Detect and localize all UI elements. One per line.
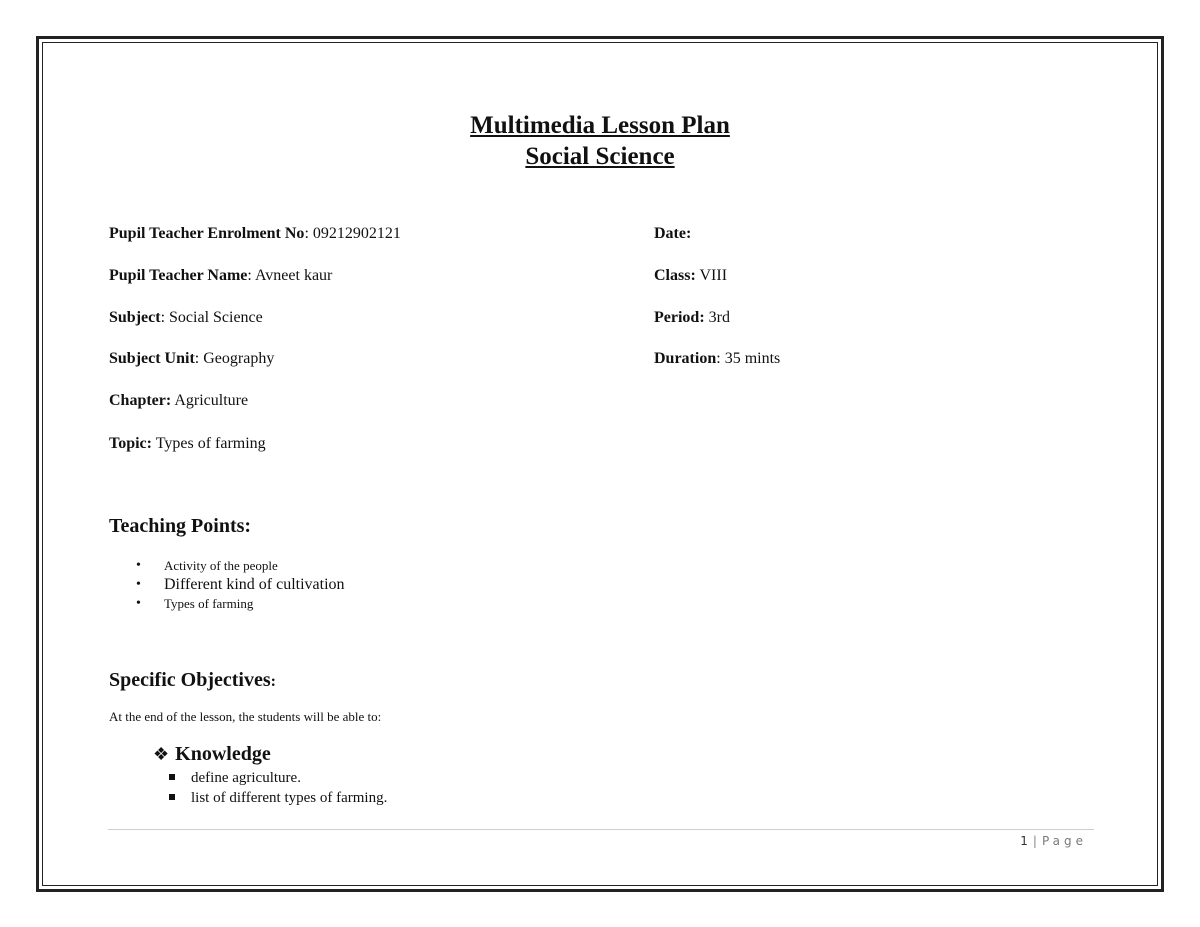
field-label: Class: [654, 267, 696, 284]
field-chapter [109, 391, 248, 411]
field-label: Pupil Teacher Enrolment No [109, 225, 305, 242]
field-label: Chapter: [109, 392, 172, 409]
field-value: Avneet kaur [254, 267, 333, 284]
field-enrolment-no [109, 224, 401, 244]
field-value: Geography [203, 350, 275, 367]
field-teacher-name [109, 266, 332, 286]
field-date [654, 224, 691, 244]
field-separator: : [304, 225, 313, 242]
heading-colon: : [270, 673, 276, 690]
list-item-text: Activity of the people [164, 558, 278, 573]
field-label: Subject Unit [109, 350, 195, 367]
knowledge-list [167, 768, 387, 808]
field-label: Date: [654, 225, 692, 242]
field-separator: : [247, 267, 255, 284]
field-label: Topic: [109, 435, 152, 452]
knowledge-heading [153, 742, 271, 766]
list-item-text: list of different types of farming. [191, 790, 388, 806]
field-value: 3rd [708, 309, 730, 326]
field-duration [654, 349, 780, 369]
square-bullet-icon [169, 794, 175, 800]
list-item [109, 594, 345, 613]
field-topic [109, 434, 266, 454]
teaching-points-list [109, 556, 345, 613]
list-item-text: Types of farming [164, 596, 254, 611]
field-label: Duration [654, 350, 717, 367]
objectives-intro: At the end of the lesson, the students will be able to: [109, 709, 382, 724]
list-item [167, 788, 387, 808]
field-class [654, 266, 727, 286]
page-word: Page [1041, 834, 1087, 848]
field-separator: : [194, 350, 204, 367]
list-item-text: Different kind of cultivation [164, 576, 345, 593]
field-subject-unit [109, 349, 274, 369]
field-value: Social Science [169, 309, 263, 326]
bullet-icon: • [136, 596, 141, 611]
page-number-separator: | [1032, 834, 1039, 848]
specific-objectives-heading [109, 668, 276, 694]
title-line-1: Multimedia Lesson Plan [470, 112, 730, 139]
list-item-text: define agriculture. [191, 770, 301, 786]
field-subject [109, 308, 263, 328]
teaching-points-heading: Teaching Points: [109, 515, 252, 537]
list-item [167, 768, 387, 788]
knowledge-heading-text: Knowledge [175, 743, 271, 765]
heading-text: Specific Objectives [109, 669, 271, 691]
field-period [654, 308, 730, 328]
bullet-icon: • [136, 558, 141, 573]
field-value: VIII [699, 267, 728, 284]
field-separator: : [160, 309, 170, 326]
field-label: Period: [654, 309, 705, 326]
bullet-icon: • [136, 577, 141, 592]
field-separator: : [716, 350, 725, 367]
square-bullet-icon [169, 774, 175, 780]
page-number-value: 1 [1020, 834, 1030, 848]
field-label: Pupil Teacher Name [109, 267, 248, 284]
field-value: 09212902121 [312, 225, 401, 242]
field-value: Agriculture [174, 392, 249, 409]
diamond-bullet-icon: ❖ [153, 744, 170, 764]
footer-divider [108, 829, 1094, 830]
field-value: 35 mints [724, 350, 781, 367]
field-value: Types of farming [155, 435, 266, 452]
list-item [109, 556, 345, 575]
field-label: Subject [109, 309, 161, 326]
document-title [0, 110, 1200, 172]
list-item [109, 575, 345, 594]
page-number [1020, 834, 1087, 848]
title-line-2: Social Science [525, 143, 675, 170]
